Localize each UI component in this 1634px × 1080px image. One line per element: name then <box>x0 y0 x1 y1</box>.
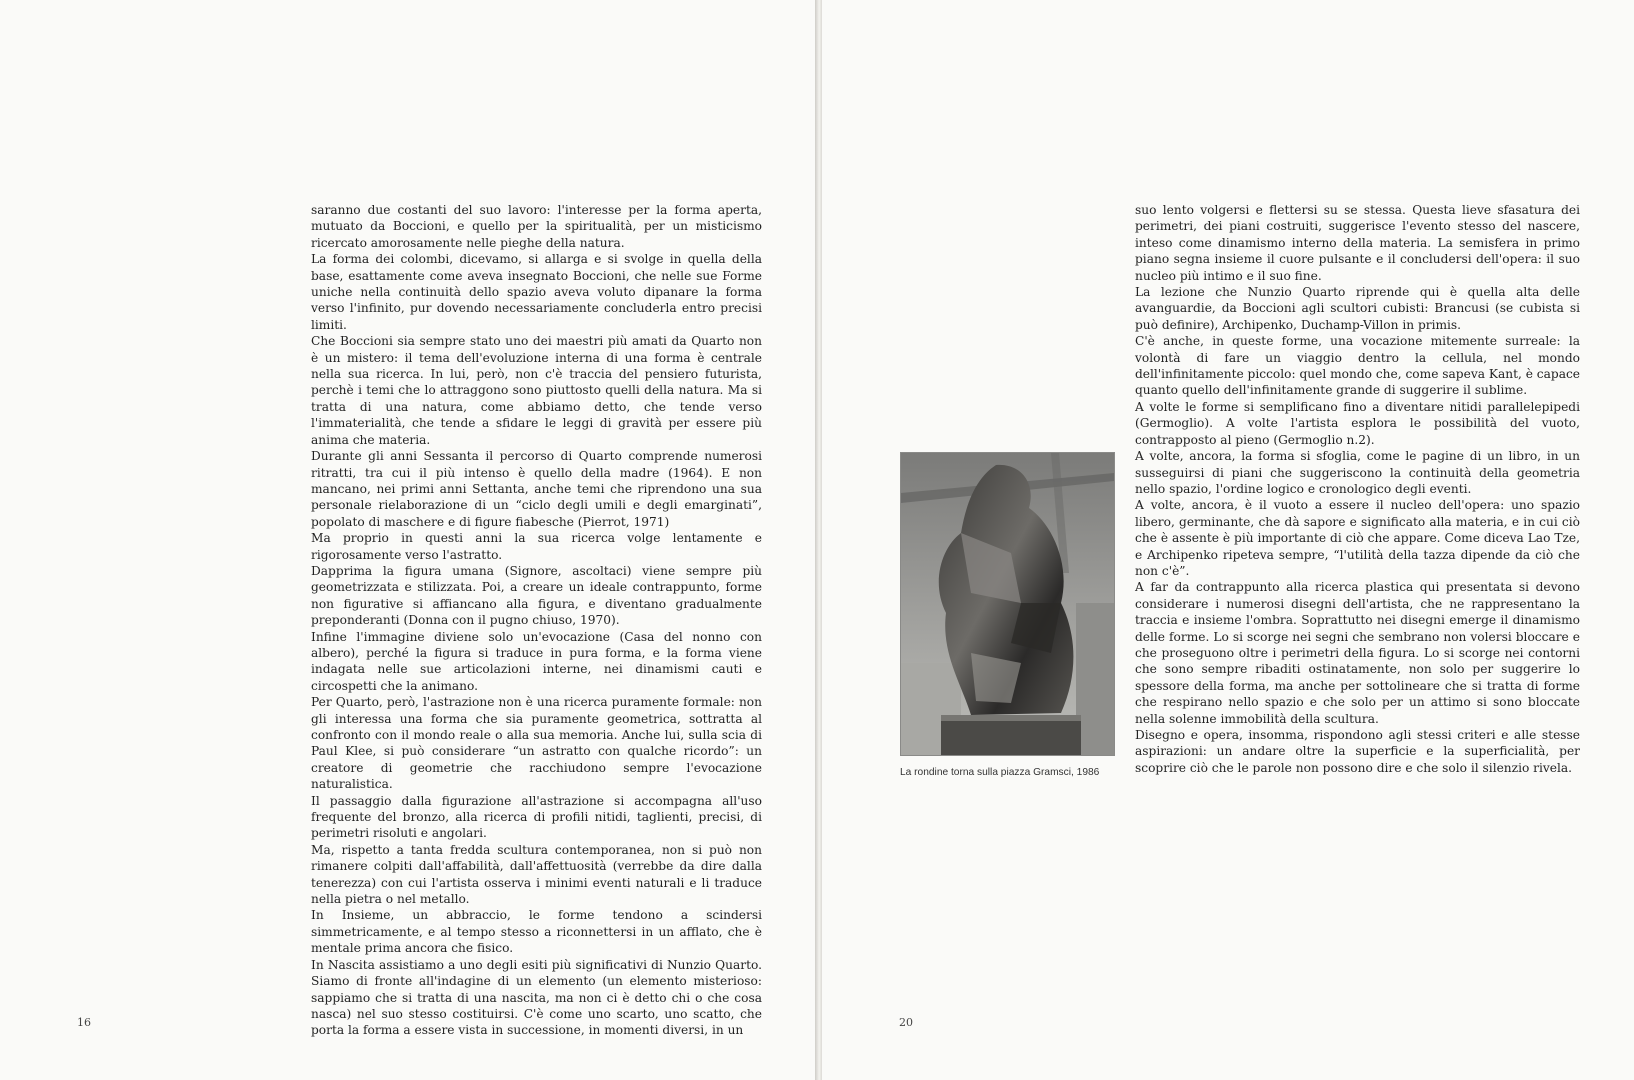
page-number: 16 <box>77 1016 91 1029</box>
paragraph: La lezione che Nunzio Quarto riprende qui è quella alta delle avanguardie, da Boccioni agli scultori cubisti: Brancusi (se cubista si può definire), Archipenko, Duchamp-Villon in primis. <box>1135 285 1580 332</box>
paragraph: In Insieme, un abbraccio, le forme tendono a scindersi simmetricamente, e al tempo stesso a riconnettersi in un afflato, che è mentale prima ancora che fisico. <box>311 908 762 956</box>
figure <box>900 452 1115 778</box>
paragraph: Dapprima la figura umana (Signore, ascoltaci) viene sempre più geometrizzata e stilizzata. Poi, a creare un ideale contrappunto, forme non figurative si affiancano alla figura, e diventano gradualmente preponderanti (Donna con il pugno chiuso, 1970). <box>311 563 762 628</box>
paragraph: A volte, ancora, la forma si sfoglia, come le pagine di un libro, in un susseguirsi di piani che suggeriscono la continuità della geometria nello spazio, l'ordine logico e cronologico degli eventi. <box>1135 449 1580 496</box>
left-page <box>0 0 815 1080</box>
paragraph: A volte, ancora, è il vuoto a essere il nucleo dell'opera: uno spazio libero, germinante, che dà sapore e significato alla materia, e in cui ciò che è assente è più importante di ciò che appare. Come diceva Lao Tze, e Archipenko ripeteva sempre, “l'utilità della tazza dipende da ciò che non c'è”. <box>1135 498 1580 578</box>
paragraph: A volte le forme si semplificano fino a diventare nitidi parallelepipedi (Germoglio). A volte l'artista esplora le possibilità del vuoto, contrapposto al pieno (Germoglio n.2). <box>1135 399 1580 447</box>
paragraph: suo lento volgersi e flettersi su se stessa. Questa lieve sfasatura dei perimetri, dei piani costruiti, suggerisce l'evento stesso del nascere, inteso come dinamismo interno della materia. La semisfera in primo piano segna insieme il cuore pulsante e il concludersi dell'opera: il suo nucleo più intimo e il suo fine. <box>1135 203 1580 283</box>
right-text-column <box>1135 202 1580 776</box>
right-page <box>822 0 1634 1080</box>
book-gutter <box>815 0 822 1080</box>
paragraph: Disegno e opera, insomma, rispondono agli stessi criteri e alle stesse aspirazioni: un andare oltre la superficie e la superficialità, per scoprire ciò che le parole non possono dire e che solo il silenzio rivela. <box>1135 728 1580 775</box>
paragraph: Ma proprio in questi anni la sua ricerca volge lentamente e rigorosamente verso l'astratto. <box>311 531 762 562</box>
paragraph: Il passaggio dalla figurazione all'astrazione si accompagna all'uso frequente del bronzo, alla ricerca di profili nitidi, taglienti, precisi, di perimetri risoluti e angolari. <box>311 793 762 841</box>
paragraph: saranno due costanti del suo lavoro: l'interesse per la forma aperta, mutuato da Boccioni, e quello per la spiritualità, per un misticismo ricercato amorosamente nelle pieghe della natura. <box>311 203 762 250</box>
paragraph: A far da contrappunto alla ricerca plastica qui presentata si devono considerare i numerosi disegni dell'artista, che ne rappresentano la traccia e insieme l'ombra. Soprattutto nei disegni emerge il dinamismo delle forme. Lo si scorge nei segni che sembrano non volersi bloccare e che proseguono oltre i perimetri della figura. Lo si scorge nei contorni che sono sempre ribaditi ostinatamente, non solo per suggerire lo spessore della forma, ma anche per sottolineare che si tratta di forme che respirano nello spazio e che solo per un attimo si sono bloccate nella solenne immobilità della scultura. <box>1135 580 1580 726</box>
paragraph: In Nascita assistiamo a uno degli esiti più significativi di Nunzio Quarto. Siamo di fronte all'indagine di un elemento (un elemento misterioso: sappiamo che si tratta di una nascita, ma non ci è detto chi o che cosa nasca) nel suo stesso costituirsi. C'è come uno scarto, uno scatto, che porta la forma a essere vista in successione, in momenti diversi, in un <box>311 957 762 1038</box>
paragraph: La forma dei colombi, dicevamo, si allarga e si svolge in quella della base, esattamente come aveva insegnato Boccioni, che nelle sue Forme uniche nella continuità dello spazio aveva voluto dipanare la forma verso l'infinito, pur dovendo necessariamente concluderla entro precisi limiti. <box>311 252 762 332</box>
left-text-column <box>311 202 762 1039</box>
figure-caption: La rondine torna sulla piazza Gramsci, 1986 <box>900 767 1100 778</box>
sculpture-photo <box>900 452 1115 756</box>
paragraph: Infine l'immagine diviene solo un'evocazione (Casa del nonno con albero), perché la figura si traduce in pura forma, e la forma viene indagata nelle sue articolazioni interne, nei dinamismi cauti e circospetti che la animano. <box>311 629 762 693</box>
paragraph: Che Boccioni sia sempre stato uno dei maestri più amati da Quarto non è un mistero: il tema dell'evoluzione interna di una forma è centrale nella sua ricerca. In lui, però, non c'è traccia del pensiero futurista, perchè i temi che lo attraggono sono piuttosto quelli della natura. Ma si tratta di una natura, come abbiamo detto, che tende verso l'immaterialità, che tende a sfidare le leggi di gravità per essere più anima che materia. <box>311 334 762 447</box>
page-number: 20 <box>899 1016 913 1029</box>
paragraph: Durante gli anni Sessanta il percorso di Quarto comprende numerosi ritratti, tra cui il più intenso è quello della madre (1964). E non mancano, nei primi anni Settanta, anche temi che riprendono una sua personale rielaborazione di un “ciclo degli umili e degli emarginati”, popolato di maschere e di figure fiabesche (Pierrot, 1971) <box>311 449 762 529</box>
paragraph: Per Quarto, però, l'astrazione non è una ricerca puramente formale: non gli interessa una forma che sia puramente geometrica, sottratta al confronto con il mondo reale o alla sua memoria. Anche lui, sulla scia di Paul Klee, si può considerare “un astratto con qualche ricordo”: un creatore di geometrie che racchiudono sempre l'evocazione naturalistica. <box>311 695 762 792</box>
paragraph: C'è anche, in queste forme, una vocazione mitemente surreale: la volontà di fare un viaggio dentro la cellula, nel mondo dell'infinitamente piccolo: quel mondo che, come sapeva Kant, è capace quanto quello dell'infinitamente grande di suggerire il sublime. <box>1135 334 1580 398</box>
paragraph: Ma, rispetto a tanta fredda scultura contemporanea, non si può non rimanere colpiti dall'affabilità, dall'affettuosità (verrebbe da dire dalla tenerezza) con cui l'artista osserva i minimi eventi naturali e li traduce nella pietra o nel metallo. <box>311 842 762 907</box>
